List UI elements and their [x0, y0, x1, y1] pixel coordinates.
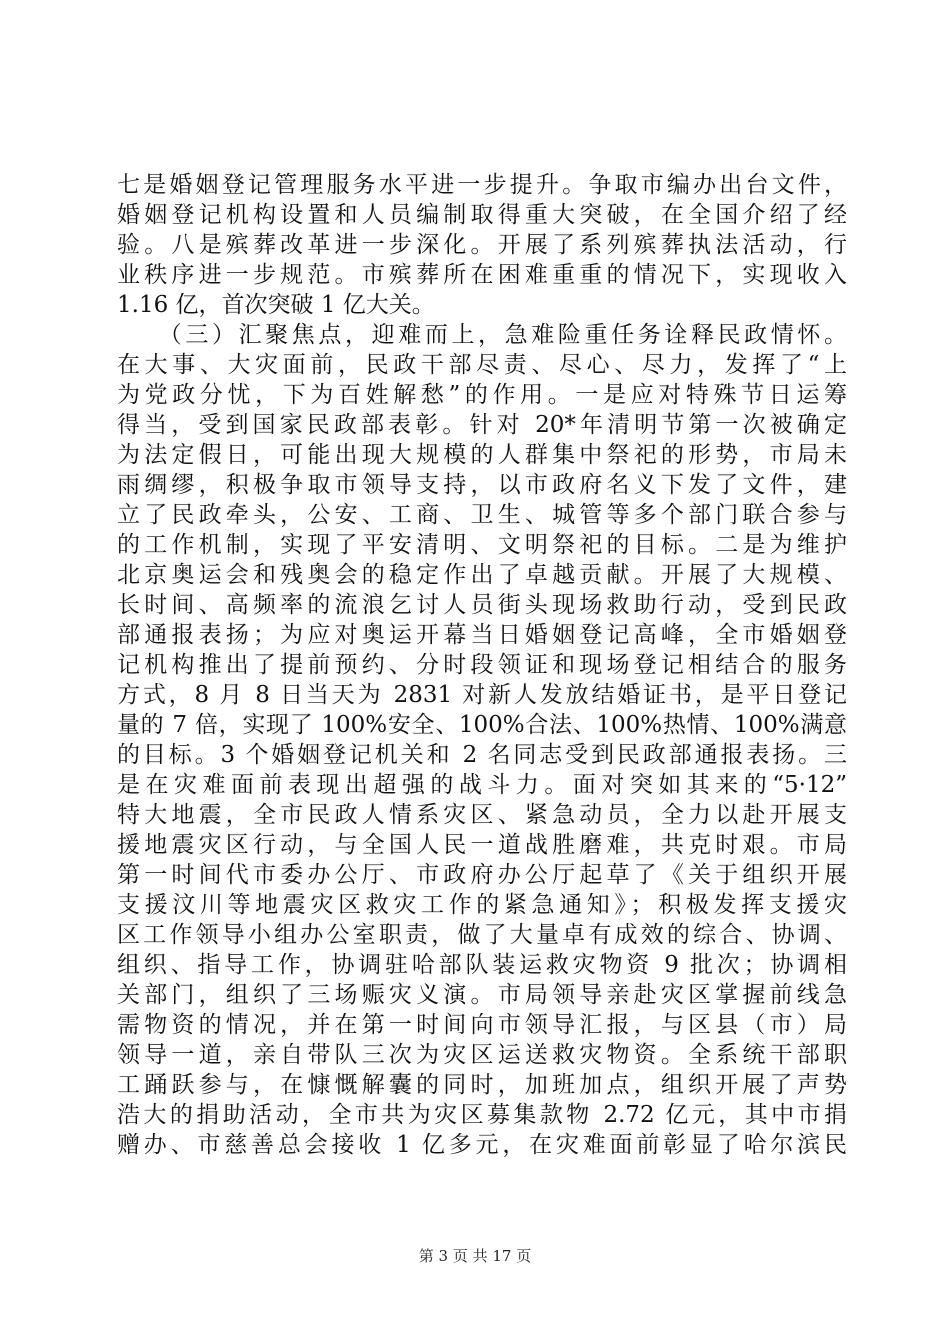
- text-line: 浩大的捐助活动，全市共为灾区募集款物 2.72 亿元，其中市捐: [117, 1102, 847, 1128]
- text-line: 长时间、高频率的流浪乞讨人员街头现场救助行动，受到民政: [117, 592, 847, 618]
- text-line: 记机构推出了提前预约、分时段领证和现场登记相结合的服务: [117, 652, 847, 678]
- text-line: 立了民政牵头，公安、工商、卫生、城管等多个部门联合参与: [117, 502, 847, 528]
- text-line: 支援汶川等地震灾区救灾工作的紧急通知》；积极发挥支援灾: [117, 892, 847, 918]
- text-line: 北京奥运会和残奥会的稳定作出了卓越贡献。开展了大规模、: [117, 562, 847, 588]
- body-text: [117, 170, 847, 1160]
- text-line: 七是婚姻登记管理服务水平进一步提升。争取市编办出台文件，: [117, 172, 847, 198]
- text-line: 为党政分忧，下为百姓解愁”的作用。一是应对特殊节日运筹: [117, 382, 847, 408]
- text-line: 援地震灾区行动，与全国人民一道战胜磨难，共克时艰。市局: [117, 832, 847, 858]
- text-line: 量的 7 倍，实现了 100%安全、100%合法、100%热情、100%满意: [117, 712, 847, 738]
- text-line: 工踊跃参与，在慷慨解囊的同时，加班加点，组织开展了声势: [117, 1072, 847, 1098]
- text-line: 赠办、市慈善总会接收 1 亿多元，在灾难面前彰显了哈尔滨民: [117, 1132, 847, 1158]
- text-line: 区工作领导小组办公室职责，做了大量卓有成效的综合、协调、: [117, 922, 847, 948]
- page-footer: 第 3 页 共 17 页: [418, 1247, 532, 1265]
- text-line: 婚姻登记机构设置和人员编制取得重大突破，在全国介绍了经: [117, 202, 847, 228]
- text-line: 得当，受到国家民政部表彰。针对 20*年清明节第一次被确定: [117, 412, 847, 438]
- text-line: 需物资的情况，并在第一时间向市领导汇报，与区县（市）局: [117, 1012, 847, 1038]
- text-line: 方式，8 月 8 日当天为 2831 对新人发放结婚证书，是平日登记: [117, 682, 847, 708]
- text-line: 组织、指导工作，协调驻哈部队装运救灾物资 9 批次；协调相: [117, 952, 847, 978]
- text-line: 雨绸缪，积极争取市领导支持，以市政府名义下发了文件，建: [117, 472, 847, 498]
- text-line: 第一时间代市委办公厅、市政府办公厅起草了《关于组织开展: [117, 862, 847, 888]
- text-line: 的目标。3 个婚姻登记机关和 2 名同志受到民政部通报表扬。三: [117, 742, 847, 768]
- text-line: 特大地震，全市民政人情系灾区、紧急动员，全力以赴开展支: [117, 802, 847, 828]
- text-line: 是在灾难面前表现出超强的战斗力。面对突如其来的“5·12”: [117, 772, 847, 798]
- text-line: 验。八是殡葬改革进一步深化。开展了系列殡葬执法活动，行: [117, 232, 847, 258]
- text-line: 领导一道，亲自带队三次为灾区运送救灾物资。全系统干部职: [117, 1042, 847, 1068]
- text-line: 业秩序进一步规范。市殡葬所在困难重重的情况下，实现收入: [117, 262, 847, 288]
- text-line: 的工作机制，实现了平安清明、文明祭祀的目标。二是为维护: [117, 532, 847, 558]
- text-line: 在大事、大灾面前，民政干部尽责、尽心、尽力，发挥了“上: [117, 352, 847, 378]
- text-line: （三）汇聚焦点，迎难而上，急难险重任务诠释民政情怀。: [117, 322, 847, 348]
- text-line: 部通报表扬；为应对奥运开幕当日婚姻登记高峰，全市婚姻登: [117, 622, 847, 648]
- text-line: 关部门，组织了三场赈灾义演。市局领导亲赴灾区掌握前线急: [117, 982, 847, 1008]
- text-line: 1.16 亿，首次突破 1 亿大关。: [117, 292, 435, 318]
- text-line: 为法定假日，可能出现大规模的人群集中祭祀的形势，市局未: [117, 442, 847, 468]
